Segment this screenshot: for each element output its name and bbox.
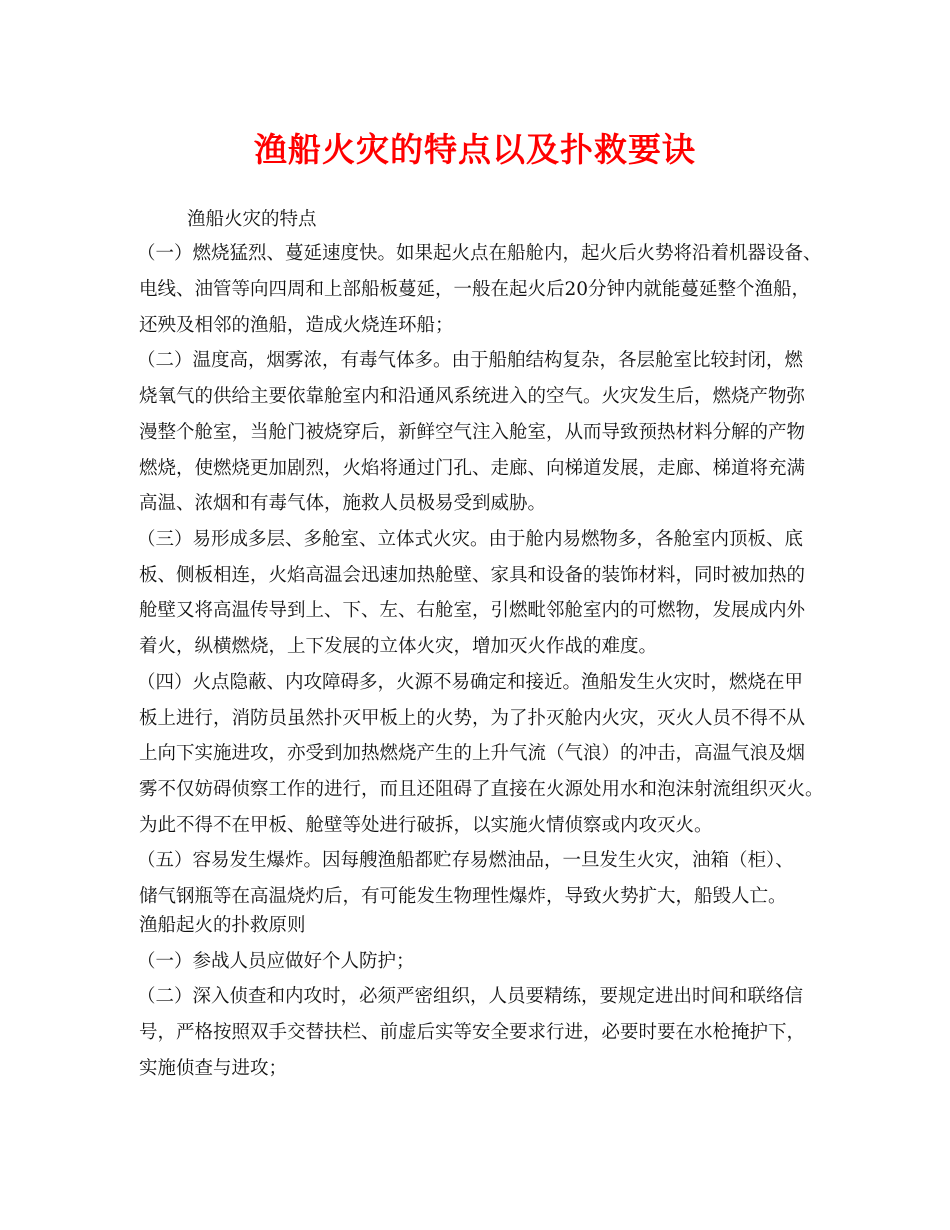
paragraph-line: 号，严格按照双手交替扶栏、前虚后实等安全要求行进，必要时要在水枪掩护下， [139, 1022, 806, 1043]
paragraph-line: 储气钢瓶等在高温烧灼后，有可能发生物理性爆炸，导致火势扩大，船毁人亡。 [139, 886, 787, 907]
paragraph-line: 舱壁又将高温传导到上、下、左、右舱室，引燃毗邻舱室内的可燃物，发展成内外 [139, 600, 806, 621]
paragraph-line: 电线、油管等向四周和上部船板蔓延，一般在起火后20分钟内就能蔓延整个渔船， [139, 279, 811, 300]
paragraph-line: 板上进行，消防员虽然扑灭甲板上的火势，为了扑灭舱内火灾，灭火人员不得不从 [139, 708, 806, 729]
paragraph-line: 燃烧，使燃烧更加剧烈，火焰将通过门孔、走廊、向梯道发展，走廊、梯道将充满 [139, 458, 806, 479]
paragraph-line: 烧氧气的供给主要依靠舱室内和沿通风系统进入的空气。火灾发生后，燃烧产物弥 [139, 386, 806, 407]
paragraph-line: （四）火点隐蔽、内攻障碍多，火源不易确定和接近。渔船发生火灾时，燃烧在甲 [137, 672, 804, 693]
paragraph-line: 实施侦查与进攻； [139, 1058, 288, 1079]
section-heading: 渔船起火的扑救原则 [139, 915, 306, 936]
section-heading: 渔船火灾的特点 [187, 209, 317, 230]
paragraph-line: 着火，纵横燃烧，上下发展的立体火灾，增加灭火作战的难度。 [139, 636, 658, 657]
paragraph-line: （三）易形成多层、多舱室、立体式火灾。由于舱内易燃物多，各舱室内顶板、底 [137, 529, 804, 550]
paragraph-line: 板、侧板相连，火焰高温会迅速加热舱壁、家具和设备的装饰材料，同时被加热的 [139, 565, 806, 586]
paragraph-line: （二）深入侦查和内攻时，必须严密组织，人员要精练，要规定进出时间和联络信 [137, 986, 804, 1007]
paragraph-line: 上向下实施进攻，亦受到加热燃烧产生的上升气流（气浪）的冲击，高温气浪及烟 [139, 743, 806, 764]
paragraph-line: （五）容易发生爆炸。因每艘渔船都贮存易燃油品，一旦发生火灾，油箱（柜）、 [137, 850, 794, 871]
paragraph-line: 雾不仅妨碍侦察工作的进行，而且还阻碍了直接在火源处用水和泡沫射流组织灭火。 [139, 779, 824, 800]
paragraph-line: （一）参战人员应做好个人防护； [137, 951, 415, 972]
paragraph-line: 漫整个舱室，当舱门被烧穿后，新鲜空气注入舱室，从而导致预热材料分解的产物 [139, 422, 806, 443]
paragraph-line: 为此不得不在甲板、舱壁等处进行破拆，以实施火情侦察或内攻灭火。 [139, 815, 713, 836]
paragraph-line: （一）燃烧猛烈、蔓延速度快。如果起火点在船舱内，起火后火势将沿着机器设备、 [137, 243, 822, 264]
document-title: 渔船火灾的特点以及扑救要诀 [254, 130, 696, 169]
paragraph-line: 高温、浓烟和有毒气体，施救人员极易受到威胁。 [139, 493, 547, 514]
paragraph-line: 还殃及相邻的渔船，造成火烧连环船； [139, 315, 454, 336]
paragraph-line: （二）温度高，烟雾浓，有毒气体多。由于船舶结构复杂，各层舱室比较封闭，燃 [137, 350, 804, 371]
